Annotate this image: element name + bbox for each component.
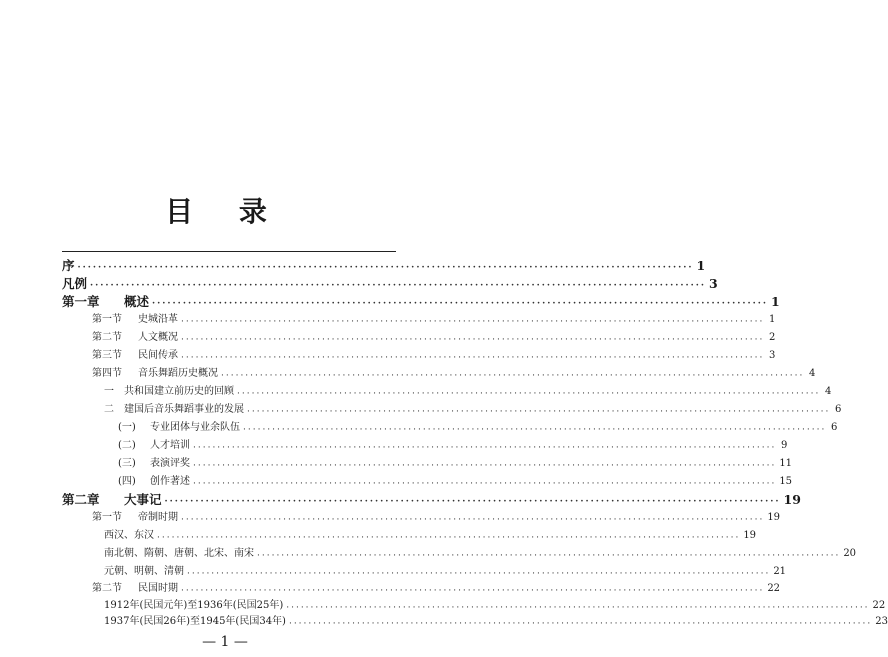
toc-entry-label: 1912年(民国元年)至1936年(民国25年)	[104, 600, 284, 611]
toc-entry-page: 22	[767, 583, 781, 594]
toc-entry-page: 1	[768, 314, 776, 325]
toc-leader: ························································································································	[187, 569, 771, 579]
toc-leader: ························································································································	[181, 586, 765, 596]
toc-entry-page: 1	[696, 258, 706, 273]
toc-section[interactable]	[92, 581, 781, 597]
toc-entry-title: 概述	[124, 294, 150, 309]
toc-entry-number: 第四节	[92, 368, 122, 379]
toc-entry-number: 二	[104, 404, 114, 415]
toc-leader: ························································································································	[181, 317, 765, 327]
toc-leader: ························································································································	[181, 353, 765, 363]
toc-subsection[interactable]	[104, 384, 832, 400]
toc-entry-label	[92, 366, 218, 382]
toc-entry-page: 11	[779, 458, 793, 469]
toc-entry-page: 3	[709, 276, 718, 291]
toc-entry-label	[92, 330, 178, 346]
toc-entry-title: 史城沿革	[138, 314, 178, 325]
toc-entry-page: 1	[771, 294, 780, 309]
toc-entry-title: 共和国建立前历史的回顾	[124, 386, 234, 397]
toc-entry-label	[92, 510, 178, 526]
toc-leader: ························································································································	[164, 497, 781, 507]
toc-entry-number: 第一节	[92, 314, 122, 325]
toc-entry-page: 2	[768, 332, 776, 343]
toc-chapter[interactable]	[62, 294, 780, 310]
toc-entry-label	[92, 348, 178, 364]
toc-entry-page: 20	[843, 548, 857, 559]
toc-entry-title: 表演评奖	[150, 458, 190, 469]
page-number-footer: — 1 —	[202, 634, 248, 650]
toc-entry-title: 帝制时期	[138, 512, 178, 523]
toc-chapter[interactable]	[62, 492, 801, 508]
toc-item[interactable]	[104, 528, 757, 544]
toc-entry-page: 19	[767, 512, 781, 523]
toc-leader: ························································································································	[181, 335, 765, 345]
toc-entry-label	[104, 384, 234, 400]
toc-item[interactable]	[104, 598, 886, 614]
toc-leader: ························································································································	[90, 281, 707, 291]
toc-leader: ························································································································	[193, 479, 777, 489]
toc-entry-label	[62, 492, 162, 508]
toc-section[interactable]	[92, 312, 776, 328]
toc-entry-title: 专业团体与业余队伍	[150, 422, 240, 433]
toc-entry-label: 凡例	[62, 276, 88, 291]
toc-entry-title: 人文概况	[138, 332, 178, 343]
toc-entry-number: 第一章	[62, 294, 100, 309]
toc-leader: ························································································································	[152, 299, 769, 309]
toc-entry-page: 21	[773, 566, 787, 577]
toc-entry-label	[92, 312, 178, 328]
toc-section[interactable]	[92, 510, 781, 526]
toc-section[interactable]	[92, 348, 776, 364]
toc-entry-title: 大事记	[124, 492, 162, 507]
toc-entry-page: 4	[824, 386, 832, 397]
toc-entry[interactable]	[62, 258, 706, 274]
toc-entry-label	[62, 294, 149, 310]
toc-leader: ························································································································	[257, 551, 841, 561]
toc-leader: ························································································································	[221, 371, 805, 381]
toc-item[interactable]	[118, 420, 838, 436]
toc-entry-page: 6	[830, 422, 838, 433]
toc-item[interactable]	[104, 564, 787, 580]
toc-section[interactable]	[92, 330, 776, 346]
toc-leader: ························································································································	[77, 263, 694, 273]
toc-entry-label: 西汉、东汉	[104, 530, 154, 541]
toc-entry-number: (四)	[118, 476, 136, 487]
toc-entry-title: 民国时期	[138, 583, 178, 594]
toc-entry-number: 第二节	[92, 583, 122, 594]
toc-leader: ························································································································	[286, 603, 870, 613]
toc-entry-title: 人才培训	[150, 440, 190, 451]
toc-entry-title: 音乐舞蹈历史概况	[138, 368, 218, 379]
toc-entry-number: (三)	[118, 458, 136, 469]
toc-entry-label: 元朝、明朝、清朝	[104, 566, 184, 577]
toc-entry-number: 第一节	[92, 512, 122, 523]
toc-entry-title: 创作著述	[150, 476, 190, 487]
toc-entry-label	[118, 438, 190, 454]
toc-entry-page: 19	[743, 530, 757, 541]
toc-entry-label: 序	[62, 258, 75, 273]
toc-leader: ························································································································	[237, 389, 821, 399]
toc-entry-page: 9	[780, 440, 788, 451]
toc-leader: ························································································································	[181, 515, 765, 525]
toc-entry-label: 南北朝、隋朝、唐朝、北宋、南宋	[104, 548, 254, 559]
toc-entry-page: 23	[875, 616, 888, 627]
toc-item[interactable]	[118, 474, 793, 490]
toc-leader: ························································································································	[247, 407, 831, 417]
toc-entry-title: 民间传承	[138, 350, 178, 361]
toc-entry-number: 第二章	[62, 492, 100, 507]
toc-entry-page: 3	[768, 350, 776, 361]
toc-leader: ························································································································	[193, 461, 777, 471]
toc-entry-label: 1937年(民国26年)至1945年(民国34年)	[104, 616, 286, 627]
toc-entry-number: 一	[104, 386, 114, 397]
toc-subsection[interactable]	[104, 402, 842, 418]
toc-entry-number: (二)	[118, 440, 136, 451]
toc-item[interactable]	[104, 614, 888, 630]
toc-entry-label	[118, 474, 190, 490]
toc-entry-page: 15	[779, 476, 793, 487]
toc-entry-page: 22	[872, 600, 886, 611]
toc-entry-number: (一)	[118, 422, 136, 433]
toc-entry[interactable]	[62, 276, 718, 292]
toc-item[interactable]	[118, 456, 793, 472]
toc-leader: ························································································································	[288, 619, 873, 629]
page-title: 目 录	[165, 195, 285, 228]
toc-entry-label	[118, 420, 240, 436]
toc-item[interactable]	[118, 438, 788, 454]
toc-entry-title: 建国后音乐舞蹈事业的发展	[124, 404, 244, 415]
toc-entry-page: 4	[808, 368, 816, 379]
toc-entry-page: 6	[834, 404, 842, 415]
toc-entry-page: 19	[783, 492, 801, 507]
toc-leader: ························································································································	[193, 443, 777, 453]
toc-item[interactable]	[104, 546, 857, 562]
toc-entry-label	[118, 456, 190, 472]
toc-entry-label	[92, 581, 178, 597]
toc-section[interactable]	[92, 366, 816, 382]
toc-leader: ························································································································	[243, 425, 827, 435]
toc-entry-number: 第二节	[92, 332, 122, 343]
toc-leader: ························································································································	[157, 533, 741, 543]
toc-entry-label	[104, 402, 244, 418]
toc-entry-number: 第三节	[92, 350, 122, 361]
